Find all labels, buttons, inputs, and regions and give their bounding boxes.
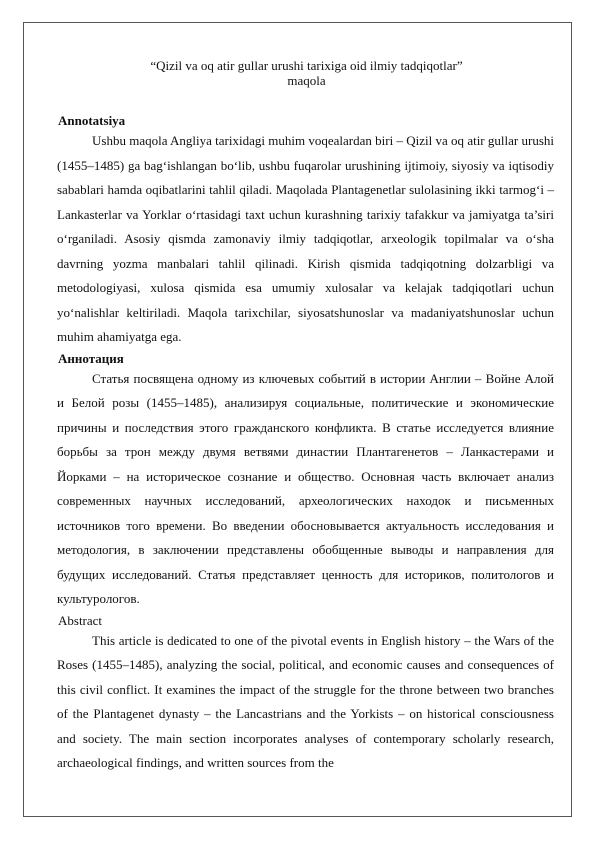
heading-abstract: Abstract xyxy=(58,612,103,628)
paragraph-uzbek-abstract: Ushbu maqola Angliya tarixidagi muhim voqealardan biri – Qizil va oq atir gullar urushi (1455–1485) ga bag‘ishlangan bo‘lib, ushbu fuqarolar urushining ijtimoiy, siyosiy va iqtisodiy sabablari hamda oqibatlarini tahlil qiladi. Maqolada Plantagenetlar sulolasining ikki tarmog‘i – Lankasterlar va Yorklar o‘rtasidagi taxt uchun kurashning tarixiy tafakkur va jamiyatga ta’siri o‘rganiladi. Asosiy qismda zamonaviy ilmiy tadqiqotlar, arxeologik topilmalar va o‘sha davrning yozma manbalari tahlil qilinadi. Kirish qismida tadqiqotning dolzarbligi va metodologiyasi, xulosa qismida esa umumiy xulosalar va kelajak tadqiqotlari uchun yo‘nalishlar keltiriladi. Maqola tarixchilar, siyosatshunoslar va madaniyatshunoslar uchun muhim ahamiyatga ega. xyxy=(57,133,554,344)
paragraph-english-abstract: This article is dedicated to one of the pivotal events in English history – the Wars of the Roses (1455–1485), analyzing the social, political, and economic causes and consequences of this civil conflict. It examines the impact of the struggle for the throne between two branches of the Plantagenet dynasty – the Lancastrians and the Yorkists – on historical consciousness and society. The main section incorporates analyses of contemporary scholarly research, archaeological findings, and written sources from the xyxy=(57,632,554,770)
article-content xyxy=(57,58,554,776)
article-title xyxy=(59,58,554,88)
title-subtitle: maqola xyxy=(287,73,326,88)
heading-annotatsiya: Annotatsiya xyxy=(58,113,126,128)
title-main: “Qizil va oq atir gullar urushi tarixiga oid ilmiy tadqiqotlar” xyxy=(150,58,463,73)
paragraph-russian-abstract: Статья посвящена одному из ключевых событий в истории Англии – Войне Алой и Белой розы (1455–1485), анализируя социальные, политические и экономические причины и последствия этого гражданского конфликта. В статье исследуется влияние борьбы за трон между двумя ветвями династии Плантагенетов – Ланкастерами и Йорками – на историческое сознание и общество. Основная часть включает анализ современных научных исследований, археологических находок и письменных источников того времени. Во введении обосновывается актуальность исследования и методология, в заключении представлены обобщенные выводы и направления для будущих исследований. Статья представляет ценность для историков, политологов и культурологов. xyxy=(57,370,554,606)
heading-annotaciya: Аннотация xyxy=(58,350,124,366)
